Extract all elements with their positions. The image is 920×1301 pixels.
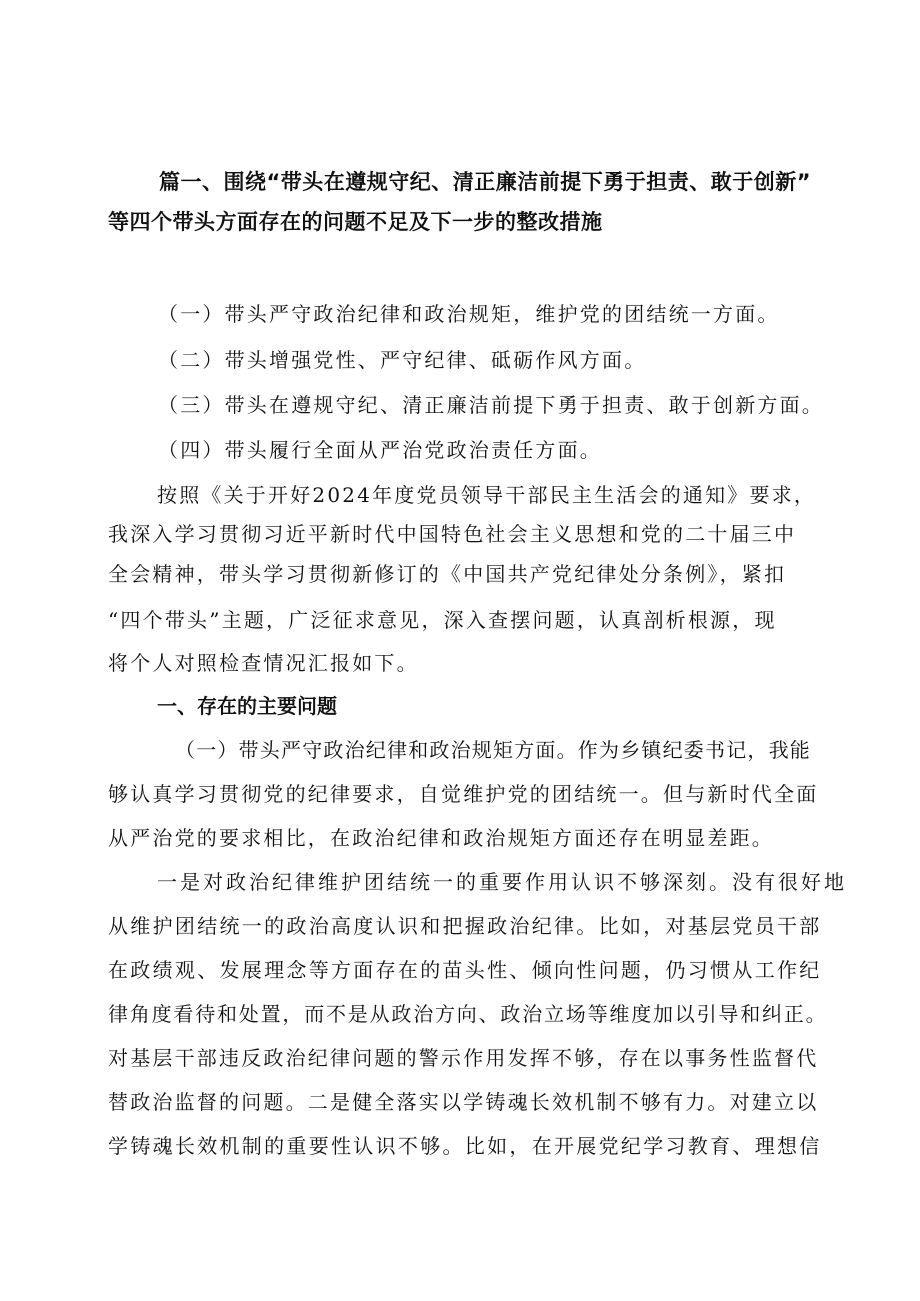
intro-line-1: 按照《关于开好2024年度党员领导干部民主生活会的通知》要求， bbox=[157, 483, 817, 507]
paragraph-line: 够认真学习贯彻党的纪律要求，自觉维护党的团结统一。但与新时代全面 bbox=[108, 782, 819, 806]
paragraph-line: 一是对政治纪律维护团结统一的重要作用认识不够深刻。没有很好地 bbox=[157, 870, 847, 894]
paragraph-line: 律角度看待和处置，而不是从政治方向、政治立场等维度加以引导和纠正。 bbox=[108, 1002, 828, 1026]
outline-item-3: （三）带头在遵规守纪、清正廉洁前提下勇于担责、敢于创新方面。 bbox=[158, 393, 824, 417]
doc-title-line-1: 篇一、围绕“带头在遵规守纪、清正廉洁前提下勇于担责、敢于创新” bbox=[159, 170, 812, 194]
outline-item-1: （一）带头严守政治纪律和政治规矩，维护党的团结统一方面。 bbox=[158, 302, 780, 326]
paragraph-line: 从维护团结统一的政治高度认识和把握政治纪律。比如，对基层党员干部 bbox=[108, 914, 822, 938]
paragraph-line: 替政治监督的问题。二是健全落实以学铸魂长效机制不够有力。对建立以 bbox=[108, 1090, 819, 1114]
outline-item-4: （四）带头履行全面从严治党政治责任方面。 bbox=[158, 438, 602, 462]
outline-item-2: （二）带头增强党性、严守纪律、砥砺作风方面。 bbox=[158, 348, 647, 372]
paragraph-line: （一）带头严守政治纪律和政治规矩方面。作为乡镇纪委书记，我能 bbox=[175, 738, 811, 762]
paragraph-line: 从严治党的要求相比，在政治纪律和政治规矩方面还存在明显差距。 bbox=[108, 826, 774, 850]
intro-line-5: 将个人对照检查情况汇报如下。 bbox=[108, 651, 419, 675]
intro-line-2: 我深入学习贯彻习近平新时代中国特色社会主义思想和党的二十届三中 bbox=[108, 522, 797, 546]
section-heading: 一、存在的主要问题 bbox=[157, 694, 337, 718]
paragraph-line: 对基层干部违反政治纪律问题的警示作用发挥不够，存在以事务性监督代 bbox=[108, 1046, 819, 1070]
doc-title-line-2: 等四个带头方面存在的问题不足及下一步的整改措施 bbox=[108, 210, 603, 234]
intro-line-3: 全会精神，带头学习贯彻新修订的《中国共产党纪律处分条例》，紧扣 bbox=[108, 562, 787, 586]
paragraph-line: 学铸魂长效机制的重要性认识不够。比如，在开展党纪学习教育、理想信 bbox=[108, 1134, 822, 1158]
intro-line-4: “四个带头”主题，广泛征求意见，深入查摆问题，认真剖析根源，现 bbox=[108, 608, 777, 632]
paragraph-line: 在政绩观、发展理念等方面存在的苗头性、倾向性问题，仍习惯从工作纪 bbox=[108, 958, 822, 982]
